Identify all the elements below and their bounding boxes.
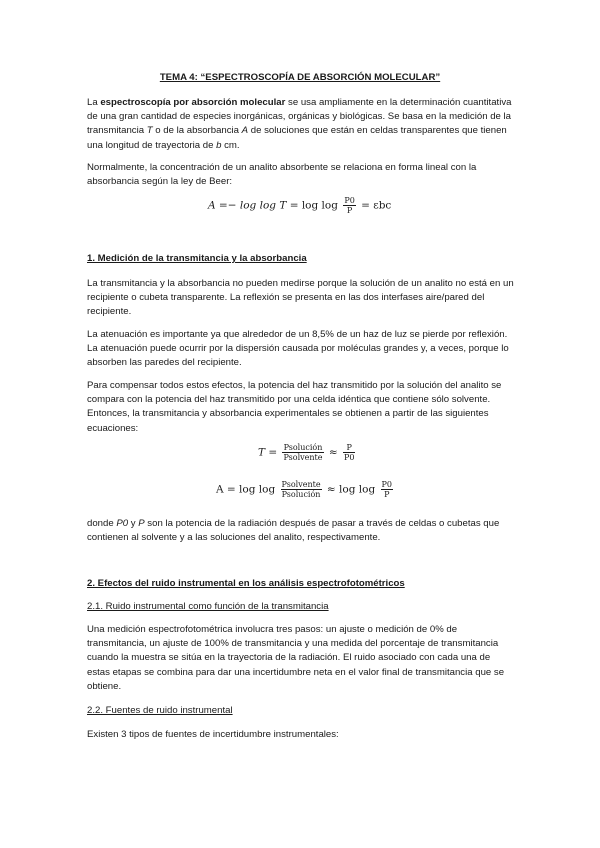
section-1-heading: 1. Medición de la transmitancia y la absorbancia — [87, 253, 307, 264]
intro-bold-term: espectroscopía por absorción molecular — [100, 97, 286, 108]
section-2-paragraph-2: Existen 3 tipos de fuentes de incertidumbre instrumentales: — [87, 729, 339, 740]
eqA-den2: P — [384, 490, 390, 499]
intro-var-b: b — [216, 139, 222, 151]
beer-eq-den: P — [346, 206, 353, 215]
intro-text-d: cm. — [221, 139, 240, 151]
eqA-num2: P0 — [381, 480, 393, 489]
eqT-den2: P0 — [344, 453, 355, 462]
p4-var-P: P — [138, 518, 145, 529]
intro-paragraph-1 — [87, 96, 515, 153]
eqA-den: Psolución — [281, 490, 321, 499]
eqA-fraction-2 — [381, 480, 393, 499]
eqT-num: Psolución — [283, 443, 323, 452]
intro-paragraph-2: Normalmente, la concentración de un analito absorbente se relaciona en forma lineal con la absorbancia según la ley de Beer: — [87, 162, 477, 188]
beer-law-equation — [208, 196, 391, 215]
eqT-fraction-2 — [343, 443, 355, 462]
eqT-num2: P — [343, 443, 355, 453]
eqA-approx: ≈ log log — [326, 483, 376, 496]
section-2-heading: 2. Efectos del ruido instrumental en los análisis espectrofotométricos — [87, 578, 405, 589]
section-1-paragraph-2: La atenuación es importante ya que alrededor de un 8,5% de un haz de luz se pierde por reflexión. La atenuación puede ocurrir por la dispersión causada por moléculas grandes y, a veces, porque lo absorben las paredes del recipiente. — [87, 329, 509, 369]
page-title: TEMA 4: “ESPECTROSCOPÍA DE ABSORCIÓN MOLECULAR” — [159, 72, 441, 83]
beer-eq-num: P0 — [344, 196, 355, 205]
section-1-paragraph-1: La transmitancia y la absorbancia no pueden medirse porque la solución de un analito no está en un recipiente o cubeta transparente. La reflexión se presenta en las dos interfases aire/pared del recipiente. — [87, 278, 514, 318]
p4-text-c: son la potencia de la radiación después de pasar a través de celdas o cubetas que contienen al solvente y a las soluciones del analito, respectivamente. — [87, 518, 500, 544]
section-2-paragraph-1: Una medición espectrofotométrica involucra tres pasos: un ajuste o medición de 0% de transmitancia, un ajuste de 100% de transmitancia y una medida del porcentaje de transmitancia cuando la muestra se sitúa en la trayectoria de la radiación. El ruido asociado con cada una de estas etapas se combina para dar una incertidumbre neta en el valor final de transmitancia que se obtiene. — [87, 624, 505, 692]
transmittance-equation — [258, 443, 357, 462]
eqT-approx: ≈ — [328, 446, 338, 459]
p4-var-P0: P0 — [116, 518, 129, 529]
beer-eq-mid: = log log — [289, 199, 338, 212]
intro-text-a: se usa ampliamente en la determinación cuantitativa de una gran cantidad de especies inorgánicas, orgánicas y biológicas. Se basa en la medición de la transmitancia — [87, 97, 512, 137]
section-1-paragraph-3: Para compensar todos estos efectos, la potencia del haz transmitido por la solución del analito se compara con la potencia del haz transmitido por una celda idéntica que contiene sólo solvente. Entonces, la transmitancia y absorbancia experimentales se obtienen a partir de las siguientes ecuaciones: — [87, 380, 502, 434]
eqT-fraction-1 — [282, 443, 323, 462]
absorbance-equation — [216, 480, 395, 499]
eqA-num: Psolvente — [281, 480, 321, 489]
subsection-2-2-heading: 2.2. Fuentes de ruido instrumental — [87, 705, 233, 716]
subsection-2-1-heading: 2.1. Ruido instrumental como función de la transmitancia — [87, 601, 329, 612]
eqT-den: Psolvente — [283, 453, 323, 462]
intro-text-c: de soluciones que están en celdas transparentes que tienen una longitud de trayectoria de — [87, 125, 507, 151]
eqA-lhs: A = log log — [216, 483, 276, 496]
beer-eq-rhs: = εbc — [361, 199, 392, 212]
p4-text-a: donde — [87, 518, 117, 529]
eqA-fraction-1 — [281, 480, 322, 499]
beer-eq-fraction — [343, 196, 355, 215]
intro-text-b: o de la absorbancia — [152, 125, 242, 137]
eqT-lhs: T = — [258, 446, 278, 459]
p4-text-b: y — [128, 518, 139, 529]
beer-eq-lhs: A =− log log T — [208, 199, 287, 212]
intro-lead: La — [87, 97, 98, 108]
intro-var-T: T — [146, 125, 153, 137]
intro-var-A: A — [241, 125, 249, 137]
section-1-paragraph-4 — [87, 517, 515, 545]
